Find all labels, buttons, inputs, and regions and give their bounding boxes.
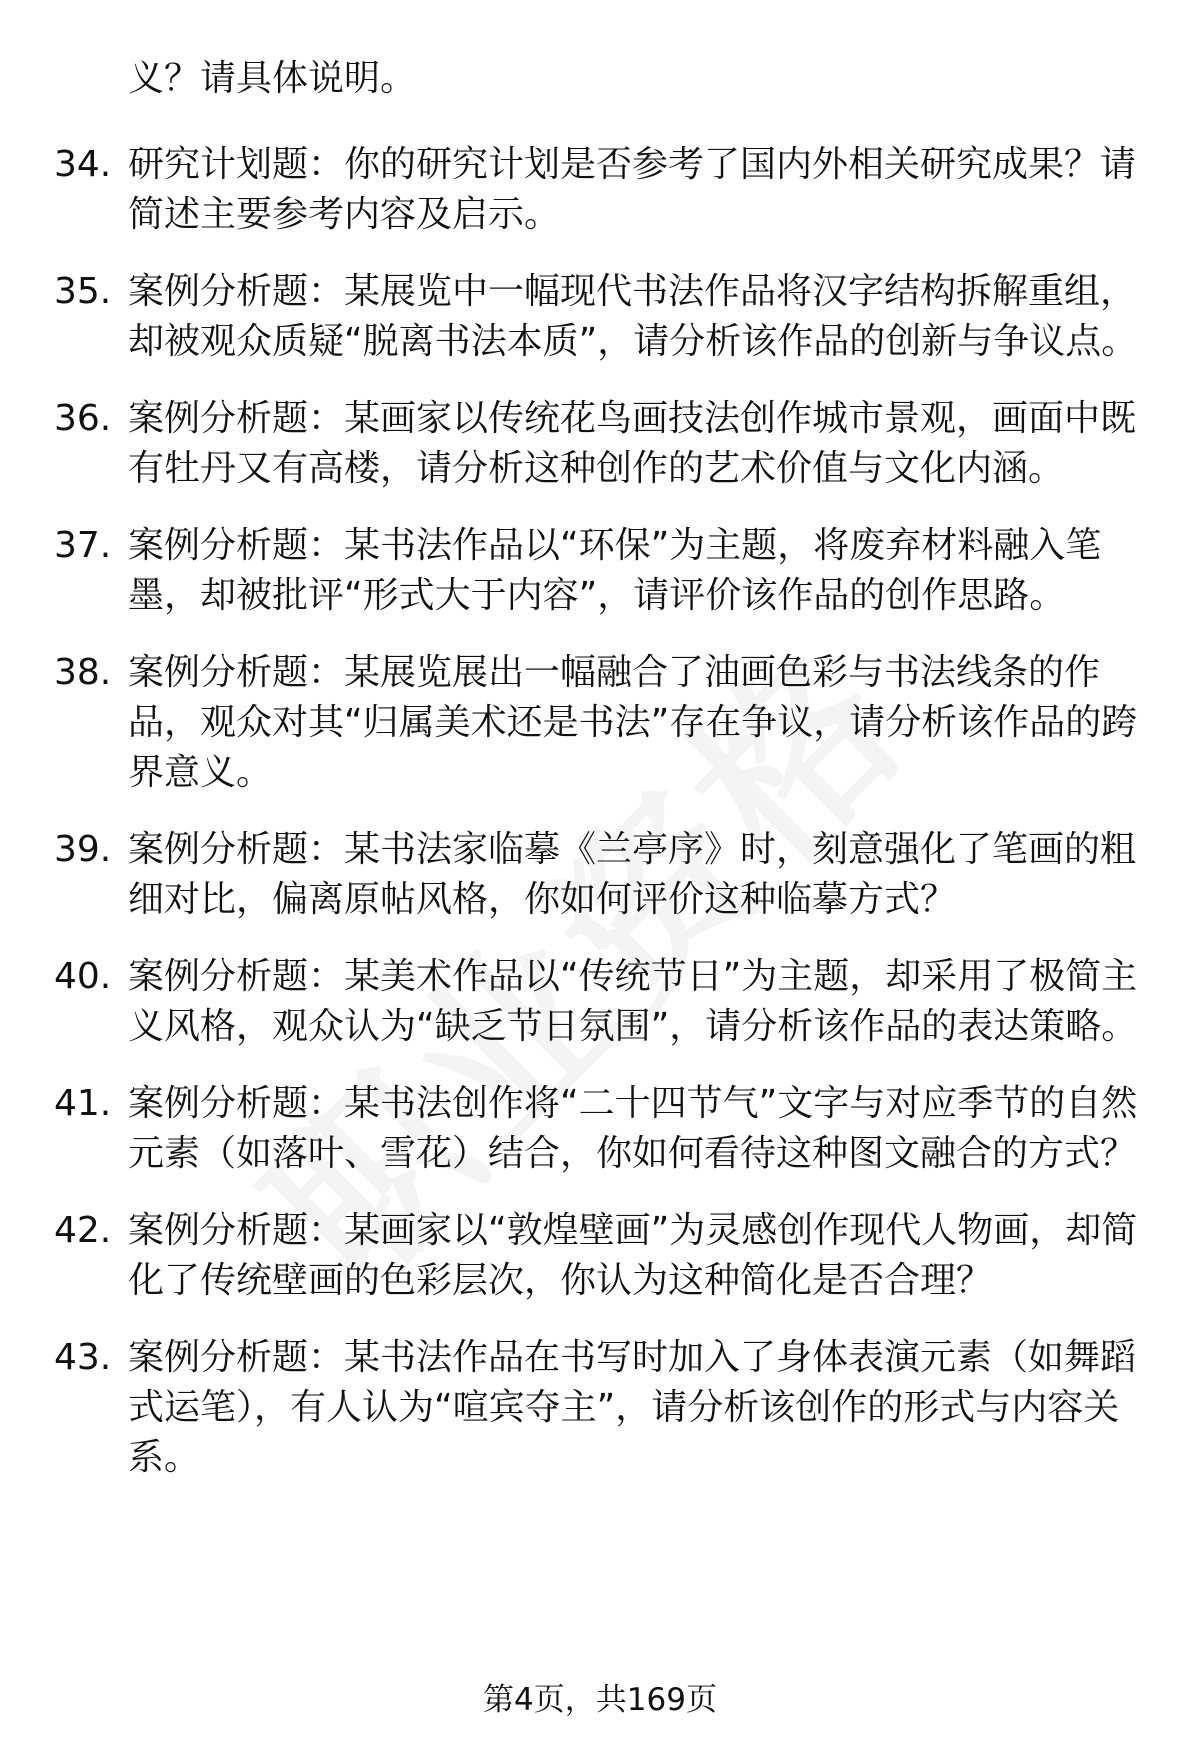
question-number: 37. (54, 525, 112, 566)
question-item (0, 952, 1200, 1052)
question-item (0, 1079, 1200, 1179)
question-number: 42. (54, 1210, 112, 1251)
question-text: 案例分析题：某展览中一幅现代书法作品将汉字结构拆解重组，却被观众质疑“脱离书法本质”，请分析该作品的创新与争议点。 (128, 271, 1138, 362)
question-text: 案例分析题：某展览展出一幅融合了油画色彩与书法线条的作品，观众对其“归属美术还是书法”存在争议，请分析该作品的跨界意义。 (128, 652, 1138, 793)
question-item (0, 1206, 1200, 1306)
question-number: 40. (54, 956, 112, 997)
question-item (0, 648, 1200, 798)
question-number: 39. (54, 829, 112, 870)
continued-text: 义？请具体说明。 (128, 58, 417, 99)
question-number: 41. (54, 1083, 112, 1124)
question-item (0, 521, 1200, 621)
question-text: 案例分析题：某画家以“敦煌壁画”为灵感创作现代人物画，却简化了传统壁画的色彩层次，你认为这种简化是否合理？ (128, 1210, 1138, 1301)
question-text: 案例分析题：某画家以传统花鸟画技法创作城市景观，画面中既有牡丹又有高楼，请分析这种创作的艺术价值与文化内涵。 (128, 398, 1137, 489)
question-list (0, 140, 1200, 1510)
question-text: 案例分析题：某书法创作将“二十四节气”文字与对应季节的自然元素（如落叶、雪花）结合，你如何看待这种图文融合的方式？ (128, 1083, 1138, 1174)
question-item (0, 1333, 1200, 1483)
question-text: 研究计划题：你的研究计划是否参考了国内外相关研究成果？请简述主要参考内容及启示。 (128, 144, 1137, 235)
question-text: 案例分析题：某书法作品以“环保”为主题，将废弃材料融入笔墨，却被批评“形式大于内容”，请评价该作品的创作思路。 (128, 525, 1102, 616)
page-number-footer: 第4页，共169页 (483, 1682, 717, 1718)
question-item (0, 825, 1200, 925)
question-number: 35. (54, 271, 112, 312)
question-number: 36. (54, 398, 112, 439)
question-item (0, 140, 1200, 240)
question-text: 案例分析题：某美术作品以“传统节日”为主题，却采用了极简主义风格，观众认为“缺乏节日氛围”，请分析该作品的表达策略。 (128, 956, 1138, 1047)
question-number: 43. (54, 1337, 112, 1378)
question-text: 案例分析题：某书法作品在书写时加入了身体表演元素（如舞蹈式运笔），有人认为“喧宾夺主”，请分析该创作的形式与内容关系。 (128, 1337, 1137, 1478)
question-number: 38. (54, 652, 112, 693)
question-item (0, 394, 1200, 494)
question-number: 34. (54, 144, 112, 185)
question-text: 案例分析题：某书法家临摹《兰亭序》时，刻意强化了笔画的粗细对比，偏离原帖风格，你如何评价这种临摹方式？ (128, 829, 1137, 920)
question-item (0, 267, 1200, 367)
